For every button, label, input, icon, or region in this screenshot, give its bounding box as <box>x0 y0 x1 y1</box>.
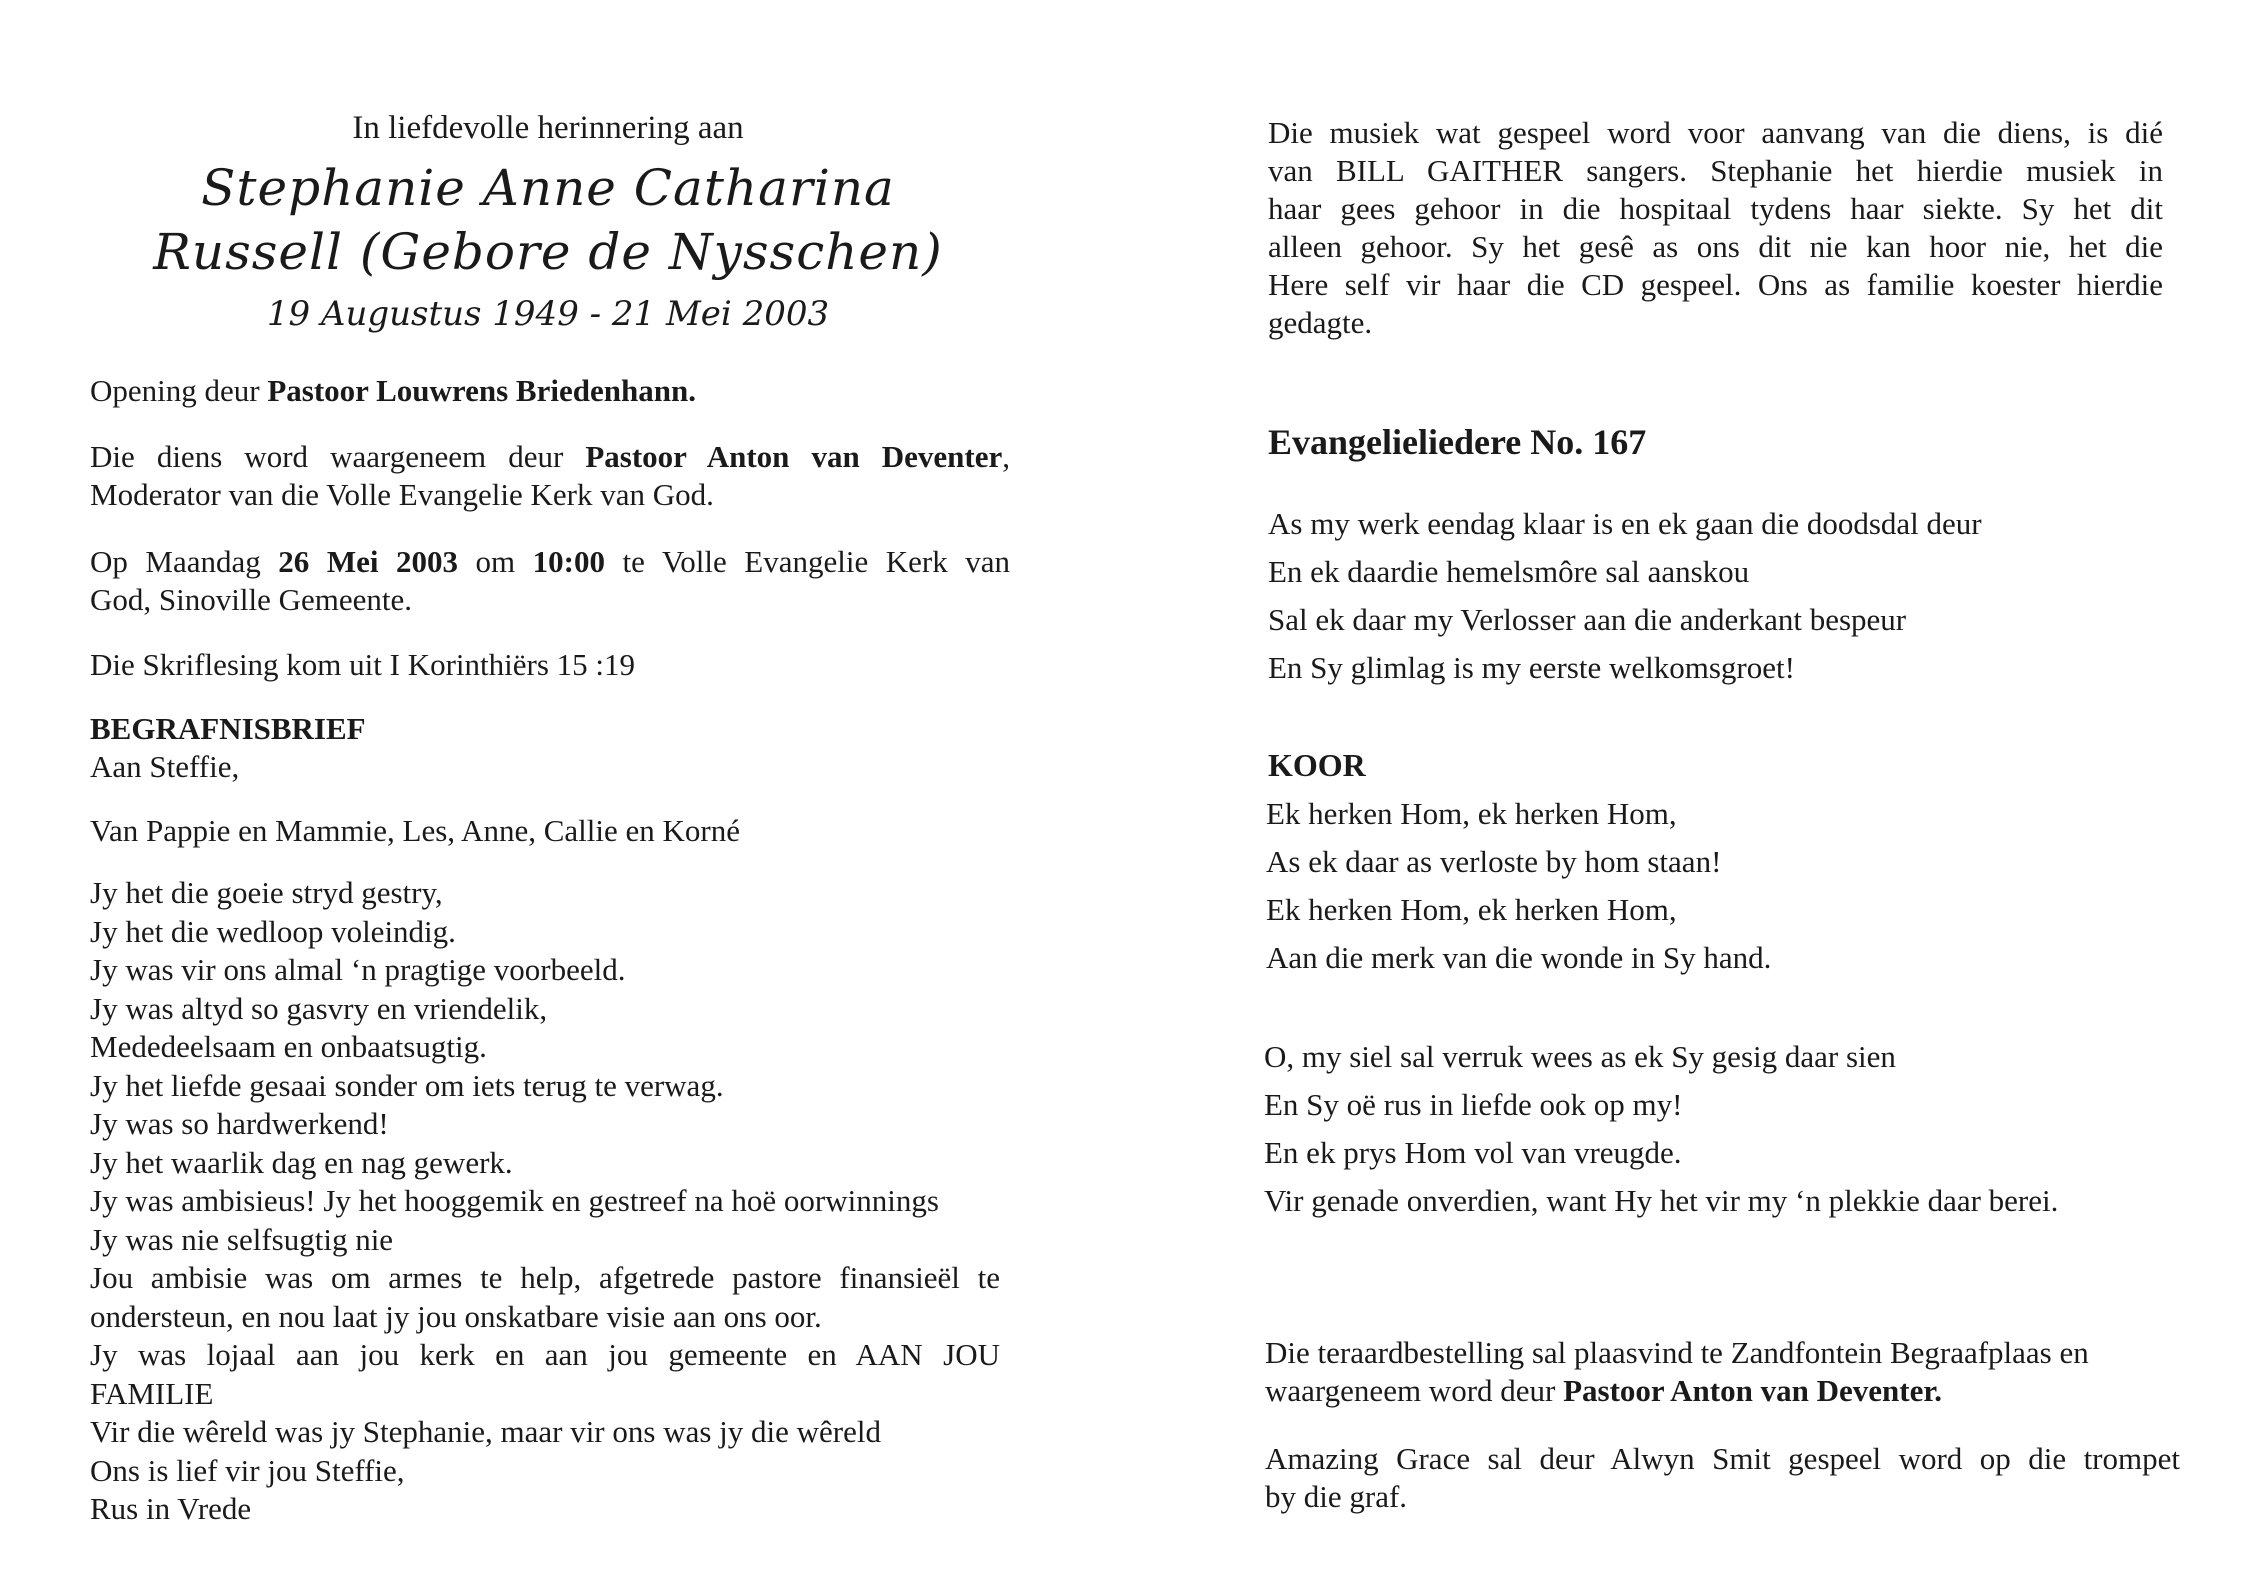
opening-prefix: Opening deur <box>90 373 268 408</box>
schedule-date: 26 Mei 2003 <box>278 544 458 579</box>
letter-line: Mededeelsaam en onbaatsugtig. <box>90 1029 487 1064</box>
schedule-paragraph <box>90 543 1010 619</box>
schedule-line2: God, Sinoville Gemeente. <box>90 582 412 617</box>
letter-from: Van Pappie en Mammie, Les, Anne, Callie en Korné <box>90 813 740 848</box>
schedule-part2: om <box>458 544 533 579</box>
hymn-line: As my werk eendag klaar is en ek gaan die doodsdal deur <box>1268 506 1982 541</box>
letter-line: Jy het waarlik dag en nag gewerk. <box>90 1144 513 1180</box>
hymn-line: Vir genade onverdien, want Hy het vir my ‘n plekkie daar berei. <box>1264 1183 2059 1218</box>
letter-lines <box>90 874 1000 1529</box>
hymn-chorus <box>1266 790 2161 982</box>
letter-line: Jy was so hardwerkend! <box>90 1106 389 1141</box>
memorial-header <box>88 106 1008 340</box>
service-suffix: , <box>1002 439 1010 474</box>
hymn-line: En ek prys Hom vol van vreugde. <box>1264 1135 1682 1170</box>
letter-line: Jy het die goeie stryd gestry, <box>90 875 443 910</box>
hymn-line: En Sy oë rus in liefde ook op my! <box>1264 1087 1683 1122</box>
service-line1 <box>90 438 1010 476</box>
hymn-line: Sal ek daar my Verlosser aan die anderkant bespeur <box>1268 602 1907 637</box>
letter-title: BEGRAFNISBRIEF <box>90 711 366 746</box>
letter-line: Jy was lojaal aan jou kerk en aan jou gemeente en AAN JOU <box>90 1337 1000 1372</box>
burial-line1: Die teraardbestelling sal plaasvind te Zandfontein Begraafplaas en <box>1265 1335 2089 1370</box>
chorus-line: Ek herken Hom, ek herken Hom, <box>1266 796 1677 831</box>
letter-line: FAMILIE <box>90 1375 214 1411</box>
letter-block <box>90 710 1010 1529</box>
amazing-grace-line2: by die graf. <box>1265 1479 1408 1514</box>
letter-line: Ons is lief vir jou Steffie, <box>90 1452 405 1488</box>
music-line: Here self vir haar die CD gespeel. Ons as familie koester hierdie <box>1268 267 2163 302</box>
chorus-line: Aan die merk van die wonde in Sy hand. <box>1266 940 1772 975</box>
deceased-name-line1: Stephanie Anne Catharina <box>201 159 895 217</box>
hymn-verse-2 <box>1264 1033 2159 1225</box>
music-line: Die musiek wat gespeel word voor aanvang van die diens, is dié <box>1268 115 2163 150</box>
schedule-part1: Op Maandag <box>90 544 279 579</box>
music-line: gedagte. <box>1268 305 1373 340</box>
chorus-title: KOOR <box>1268 747 1366 783</box>
amazing-grace-paragraph <box>1265 1440 2180 1516</box>
chorus-line: As ek daar as verloste by hom staan! <box>1266 844 1722 879</box>
letter-line: Jy was altyd so gasvry en vriendelik, <box>90 990 548 1026</box>
service-prefix: Die diens word waargeneem deur <box>90 439 586 474</box>
music-line: alleen gehoor. Sy het gesê as ons dit nie kan hoor nie, het die <box>1268 229 2163 264</box>
hymn-line: O, my siel sal verruk wees as ek Sy gesig daar sien <box>1264 1039 1896 1074</box>
music-line: van BILL GAITHER sangers. Stephanie het hierdie musiek in <box>1268 153 2163 188</box>
hymn-line: En Sy glimlag is my eerste welkomsgroet! <box>1268 650 1795 685</box>
burial-line2 <box>1265 1372 2180 1410</box>
memorial-intro: In liefdevolle herinnering aan <box>352 110 744 146</box>
burial-prefix: waargeneem word deur <box>1265 1373 1564 1408</box>
letter-line: Jou ambisie was om armes te help, afgetrede pastore finansieël te <box>90 1260 1000 1295</box>
amazing-grace-line1: Amazing Grace sal deur Alwyn Smit gespeel word op die trompet <box>1265 1441 2180 1476</box>
letter-line: Jy het liefde gesaai sonder om iets terug te verwag. <box>90 1067 724 1103</box>
letter-line: Jy was nie selfsugtig nie <box>90 1221 394 1257</box>
letter-line: Jy was ambisieus! Jy het hooggemik en gestreef na hoë oorwinnings <box>90 1183 939 1218</box>
burial-paragraph <box>1265 1334 2180 1410</box>
letter-line: Vir die wêreld was jy Stephanie, maar vir ons was jy die wêreld <box>90 1414 881 1449</box>
hymn-verse-1 <box>1268 500 2163 692</box>
schedule-time: 10:00 <box>532 544 605 579</box>
letter-salutation: Aan Steffie, <box>90 749 240 784</box>
opening-line <box>90 372 1010 410</box>
music-line: haar gees gehoor in die hospitaal tydens haar siekte. Sy het dit <box>1268 191 2163 226</box>
hymn-title: Evangelieliedere No. 167 <box>1268 422 1647 462</box>
letter-line: Jy het die wedloop voleindig. <box>90 913 456 949</box>
music-paragraph <box>1268 114 2163 342</box>
scripture-reading: Die Skriflesing kom uit I Korinthiërs 15 :19 <box>90 647 636 682</box>
opening-pastor: Pastoor Louwrens Briedenhann. <box>267 373 696 408</box>
hymn-line: En ek daardie hemelsmôre sal aanskou <box>1268 554 1750 589</box>
letter-line: Jy was vir ons almal ‘n pragtige voorbeeld. <box>90 952 626 987</box>
schedule-line1 <box>90 543 1010 581</box>
letter-line: Rus in Vrede <box>90 1491 252 1526</box>
service-paragraph <box>90 438 1010 514</box>
deceased-name-line2: Russell (Gebore de Nysschen) <box>153 223 943 281</box>
schedule-part3: te Volle Evangelie Kerk van <box>605 544 1010 579</box>
service-line2: Moderator van die Volle Evangelie Kerk van God. <box>90 477 714 512</box>
letter-line: ondersteun, en nou laat jy jou onskatbare visie aan ons oor. <box>90 1298 822 1334</box>
life-dates: 19 Augustus 1949 - 21 Mei 2003 <box>266 294 830 334</box>
service-pastor: Pastoor Anton van Deventer <box>585 439 1003 474</box>
burial-pastor: Pastoor Anton van Deventer. <box>1563 1373 1942 1408</box>
chorus-line: Ek herken Hom, ek herken Hom, <box>1266 892 1677 927</box>
